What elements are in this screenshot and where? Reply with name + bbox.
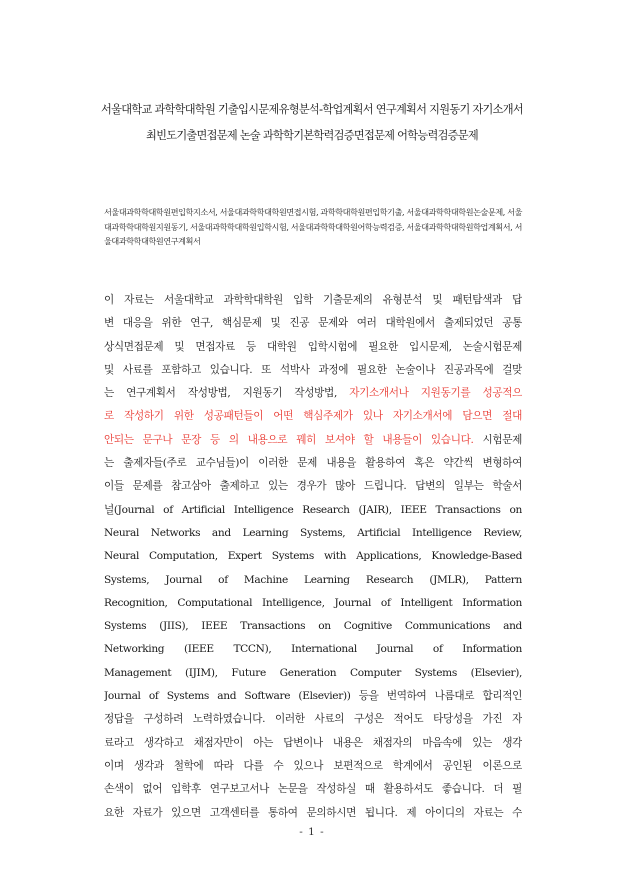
- body-paragraph: [104, 289, 522, 825]
- body-line: [104, 662, 522, 685]
- body-line: [104, 638, 522, 661]
- body-line: [104, 755, 522, 778]
- body-line: [104, 615, 522, 638]
- body-line: [104, 778, 522, 801]
- body-line: [104, 452, 522, 475]
- body-text-segment: 는 출제자들(주로 교수님들)이 이러한 문제 내용을 활용하여 혹은 약간씩 변형하여: [104, 457, 522, 470]
- body-text-segment: Journal of Systems and Software (Elsevier)) 등을 번역하여 나름대로 합리적인: [104, 690, 522, 703]
- body-line: [104, 382, 522, 405]
- body-line: [104, 802, 522, 825]
- body-text-segment: Systems, Journal of Machine Learning Research (JMLR), Pattern: [104, 573, 522, 586]
- body-text-segment: 상식면접문제 및 면접자료 등 대학원 입학시험에 필요한 입시문제, 논술시험문제: [104, 340, 522, 353]
- highlighted-text: 자기소개서나 지원동기를 성공적으: [349, 387, 522, 400]
- body-text-segment: 요한 자료가 있으면 고객센터를 통하여 문의하시면 됩니다. 제 아이디의 자료는 수: [104, 806, 522, 819]
- highlighted-text: 로 작성하기 위한 성공패턴들이 어떤 핵심주제가 있나 자기소개서에 담으면 절대: [104, 410, 522, 423]
- body-text-segment: 료라고 생각하고 채점자만이 아는 답변이나 내용은 채점자의 마음속에 있는 생각: [104, 736, 522, 749]
- body-text-segment: 시험문제: [473, 433, 522, 446]
- keywords-paragraph: 서울대과학학대학원편입학지소서, 서울대과학학대학원면접시험, 과학학대학원편입학기출, 서울대과학학대학원논술문제, 서울대과학학대학원지원동기, 서울대과학학대학원입학시험, 서울대과학학대학원어학능력검증, 서울대과학학대학원학업계획서, 서울대과학학대학원연구계획서: [104, 207, 522, 246]
- body-text-segment: Systems (JIIS), IEEE Transactions on Cognitive Communications and: [104, 620, 522, 633]
- body-text-segment: Neural Networks and Learning Systems, Artificial Intelligence Review,: [104, 526, 522, 539]
- body-text-segment: 이며 생각과 철학에 따라 다를 수 있으나 보편적으로 학계에서 공인된 이론으로: [104, 759, 522, 772]
- body-line: [104, 592, 522, 615]
- body-text-segment: 변 대응을 위한 연구, 핵심문제 및 진공 문제와 여러 대학원에서 출제되었던 공통: [104, 317, 522, 330]
- body-line: [104, 569, 522, 592]
- document-title: [0, 101, 624, 144]
- body-line: [104, 475, 522, 498]
- body-line: [104, 732, 522, 755]
- body-line: [104, 708, 522, 731]
- body-text-segment: Recognition, Computational Intelligence, Journal of Intelligent Information: [104, 596, 522, 609]
- title-line-2: 최빈도기출면접문제 논술 과학학기본학력검증면접문제 어학능력검증문제: [146, 129, 478, 142]
- body-text-segment: Neural Computation, Expert Systems with Applications, Knowledge-Based: [104, 550, 522, 563]
- body-line: [104, 405, 522, 428]
- body-line: [104, 289, 522, 312]
- body-text-segment: 는 연구계획서 작성방법, 지원동기 작성방법,: [104, 387, 350, 400]
- body-text-segment: 이 자료는 서울대학교 과학학대학원 입학 기출문제의 유형분석 및 패턴탐색과 답: [104, 294, 522, 306]
- body-text-segment: 널(Journal of Artificial Intelligence Research (JAIR), IEEE Transactions on: [104, 503, 522, 516]
- body-line: [104, 312, 522, 335]
- body-line: [104, 685, 522, 708]
- highlighted-text: 안되는 문구나 문장 등 의 내용으로 꿰히 보셔야 할 내용들이 있습니다.: [104, 433, 474, 446]
- body-text-segment: Management (IJIM), Future Generation Computer Systems (Elsevier),: [104, 666, 522, 679]
- body-line: [104, 545, 522, 568]
- body-line: [104, 522, 522, 545]
- body-line: [104, 499, 522, 522]
- body-text-segment: Networking (IEEE TCCN), International Journal of Information: [104, 643, 522, 656]
- title-line-1: 서울대학교 과학학대학원 기출입시문제유형분석-학업계획서 연구계획서 지원동기 자기소개서: [101, 103, 523, 116]
- body-text-segment: 이들 문제를 참고삼아 출제하고 있는 경우가 많아 드립니다. 답변의 일부는 학술서: [104, 480, 522, 493]
- body-line: [104, 359, 522, 382]
- body-line: [104, 336, 522, 359]
- body-text-segment: 손색이 없어 입학후 연구보고서나 논문을 작성하실 때 활용하셔도 좋습니다. 더 필: [104, 783, 522, 796]
- body-line: [104, 429, 522, 452]
- page-number: - 1 -: [299, 826, 325, 838]
- body-text-segment: 및 사료를 포함하고 있습니다. 또 석박사 과정에 필요한 논술이나 진공과목에 걸맞: [104, 363, 522, 376]
- body-text-segment: 정답을 구성하려 노력하였습니다. 이러한 사료의 구성은 적어도 타당성을 가진 자: [104, 713, 522, 726]
